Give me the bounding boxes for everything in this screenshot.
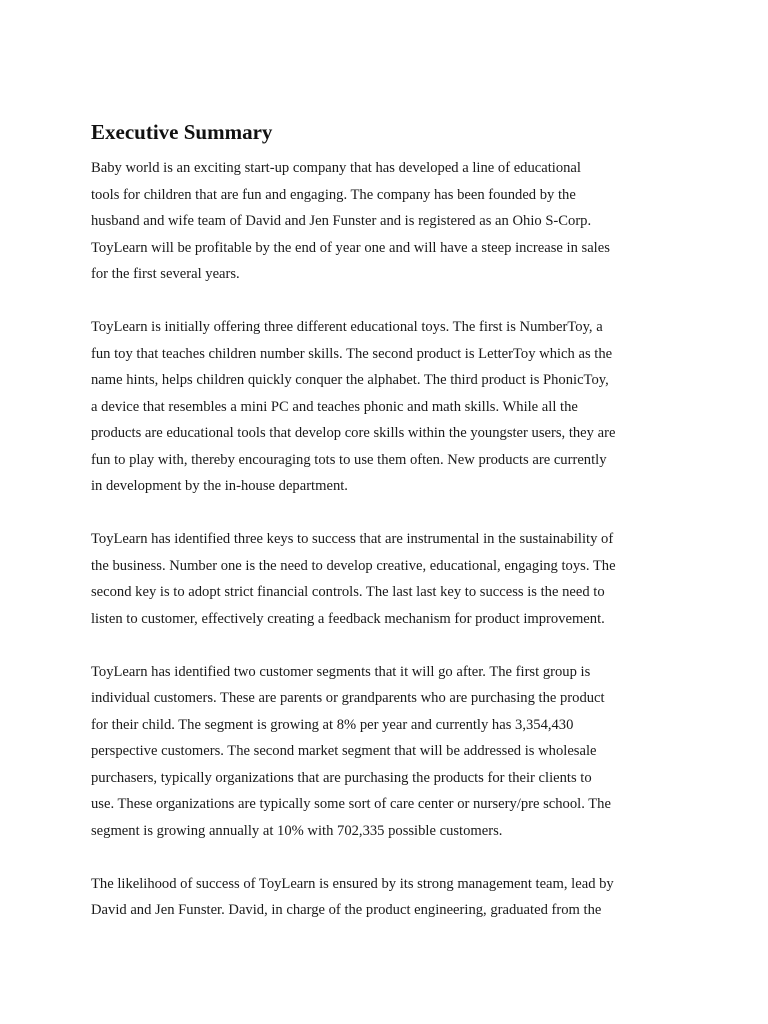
- text-line: in development by the in-house department.: [91, 478, 348, 494]
- paragraph-management: [91, 871, 691, 924]
- page-title: Executive Summary: [91, 120, 273, 144]
- text-line: The likelihood of success of ToyLearn is ensured by its strong management team, lead by: [91, 875, 614, 892]
- text-line: ToyLearn has identified two customer segments that it will go after. The first group is: [91, 663, 591, 680]
- paragraph-company-overview: [91, 155, 691, 288]
- text-line: individual customers. These are parents or grandparents who are purchasing the product: [91, 690, 605, 706]
- text-line: ToyLearn is initially offering three different educational toys. The first is NumberToy, a: [91, 319, 603, 335]
- text-line: tools for children that are fun and engaging. The company has been founded by the: [91, 186, 576, 203]
- text-line: listen to customer, effectively creating a feedback mechanism for product improvement.: [91, 610, 605, 627]
- text-line: use. These organizations are typically some sort of care center or nursery/pre school. The: [91, 796, 611, 812]
- text-line: purchasers, typically organizations that are purchasing the products for their clients to: [91, 769, 592, 786]
- text-line: for their child. The segment is growing at 8% per year and currently has 3,354,430: [91, 716, 574, 733]
- text-line: a device that resembles a mini PC and teaches phonic and math skills. While all the: [91, 398, 578, 415]
- text-line: segment is growing annually at 10% with 702,335 possible customers.: [91, 822, 503, 839]
- text-line: for the first several years.: [91, 266, 240, 282]
- text-line: ToyLearn has identified three keys to success that are instrumental in the sustainability of: [91, 531, 614, 547]
- paragraph-customer-segments: [91, 659, 691, 845]
- text-line: products are educational tools that develop core skills within the youngster users, they are: [91, 425, 616, 441]
- text-line: perspective customers. The second market segment that will be addressed is wholesale: [91, 743, 597, 759]
- text-line: Baby world is an exciting start-up company that has developed a line of educational: [91, 160, 581, 176]
- paragraph-keys-to-success: [91, 526, 691, 632]
- text-line: name hints, helps children quickly conquer the alphabet. The third product is PhonicToy,: [91, 372, 609, 388]
- text-line: David and Jen Funster. David, in charge of the product engineering, graduated from the: [91, 902, 602, 918]
- paragraph-products: [91, 314, 691, 500]
- text-line: second key is to adopt strict financial controls. The last last key to success is the need to: [91, 584, 605, 600]
- text-line: the business. Number one is the need to develop creative, educational, engaging toys. The: [91, 557, 616, 574]
- document-content: [91, 118, 691, 950]
- text-line: fun to play with, thereby encouraging tots to use them often. New products are currently: [91, 451, 607, 468]
- text-line: fun toy that teaches children number skills. The second product is LetterToy which as the: [91, 345, 613, 362]
- text-line: ToyLearn will be profitable by the end of year one and will have a steep increase in sales: [91, 239, 610, 256]
- text-line: husband and wife team of David and Jen Funster and is registered as an Ohio S-Corp.: [91, 213, 592, 229]
